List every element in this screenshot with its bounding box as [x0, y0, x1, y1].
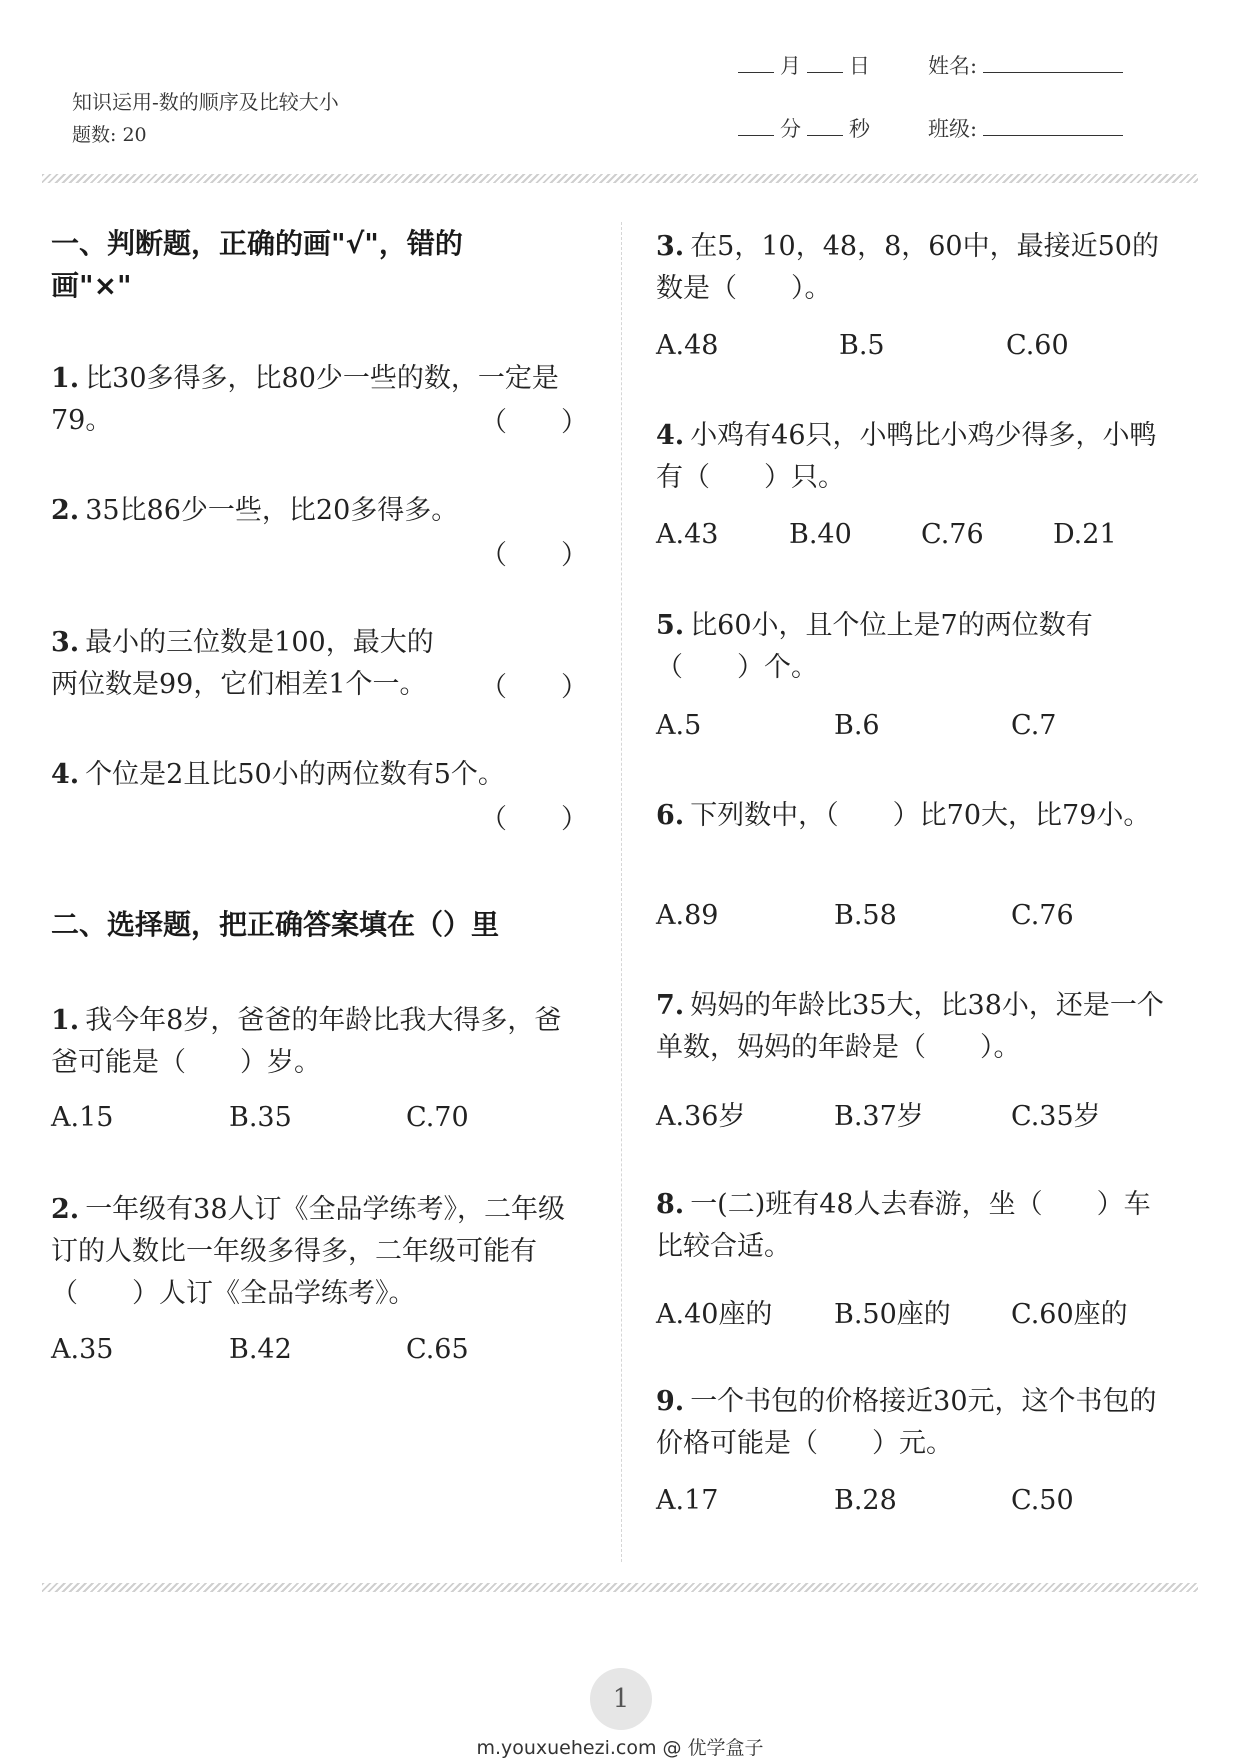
judge-question-2	[51, 490, 581, 532]
date-line	[732, 50, 870, 80]
section2-title: 二、选择题，把正确答案填在（）里	[51, 908, 500, 941]
question-number: 4.	[656, 420, 685, 451]
option[interactable]: C.60座的	[1011, 1299, 1128, 1330]
time-line	[732, 113, 870, 143]
option[interactable]: C.70	[406, 1102, 469, 1133]
question-text: 在5，10，48，8，60中，最接近50的数是（ ）。	[656, 231, 1159, 304]
name-label: 姓名:	[928, 54, 978, 78]
class-label: 班级:	[928, 117, 978, 141]
question-number: 4.	[51, 759, 80, 790]
question-text: 比30多得多，比80少一些的数，一定是79。	[51, 363, 559, 436]
question-text: 一(二)班有48人去春游，坐（ ）车比较合适。	[656, 1189, 1151, 1262]
answer-paren[interactable]: （ ）	[480, 804, 588, 835]
day-label: 日	[849, 54, 870, 78]
option[interactable]: A.5	[656, 710, 702, 741]
option[interactable]: C.65	[406, 1334, 469, 1365]
question-number: 2.	[51, 1194, 80, 1225]
option[interactable]: A.36岁	[656, 1101, 746, 1132]
option[interactable]: B.6	[834, 710, 880, 741]
option[interactable]: B.40	[789, 519, 852, 550]
option[interactable]: A.35	[51, 1334, 114, 1365]
choice-question-5	[656, 605, 1176, 689]
question-number: 1.	[51, 1005, 80, 1036]
second-label: 秒	[849, 117, 870, 141]
option[interactable]: C.50	[1011, 1485, 1074, 1516]
option[interactable]: B.35	[229, 1102, 292, 1133]
top-hatch-divider	[42, 174, 1198, 183]
option[interactable]: C.60	[1006, 330, 1069, 361]
question-text: 35比86少一些，比20多得多。	[85, 495, 459, 526]
question-text: 我今年8岁，爸爸的年龄比我大得多，爸爸可能是（ ）岁。	[51, 1005, 562, 1078]
option[interactable]: C.35岁	[1011, 1101, 1101, 1132]
choice-question-6	[656, 795, 1176, 837]
column-divider	[621, 222, 622, 1562]
choice-question-1	[51, 1000, 571, 1084]
section1-title: 一、判断题，正确的画"√"，错的画"×"	[51, 227, 463, 302]
question-number: 3.	[656, 231, 685, 262]
question-number: 3.	[51, 627, 80, 658]
choice-question-2	[51, 1189, 571, 1315]
question-text: 最小的三位数是100，最大的两位数是99，它们相差1个一。	[51, 627, 434, 700]
question-number: 1.	[51, 363, 80, 394]
question-number: 7.	[656, 990, 685, 1021]
answer-paren[interactable]: （ ）	[480, 540, 588, 571]
choice-question-7	[656, 985, 1176, 1069]
second-blank[interactable]	[807, 134, 843, 136]
option[interactable]: A.48	[656, 330, 719, 361]
question-number: 8.	[656, 1189, 685, 1220]
day-blank[interactable]	[807, 71, 843, 73]
choice-question-8	[656, 1184, 1176, 1268]
option[interactable]: B.28	[834, 1485, 897, 1516]
page-number: 1	[590, 1668, 652, 1730]
question-number: 5.	[656, 610, 685, 641]
bottom-hatch-divider	[42, 1583, 1198, 1592]
option[interactable]: A.15	[51, 1102, 114, 1133]
answer-paren[interactable]: （ ）	[480, 672, 588, 703]
option[interactable]: A.43	[656, 519, 719, 550]
question-number: 2.	[51, 495, 80, 526]
name-blank[interactable]	[983, 71, 1123, 73]
class-blank[interactable]	[983, 134, 1123, 136]
option[interactable]: D.21	[1053, 519, 1117, 550]
judge-question-3	[51, 622, 441, 706]
minute-blank[interactable]	[738, 134, 774, 136]
month-label: 月	[780, 54, 801, 78]
answer-paren[interactable]: （ ）	[480, 407, 588, 438]
option[interactable]: C.76	[921, 519, 984, 550]
option[interactable]: A.89	[656, 900, 719, 931]
option[interactable]: B.50座的	[834, 1299, 951, 1330]
option[interactable]: C.7	[1011, 710, 1057, 741]
worksheet-title: 知识运用-数的顺序及比较大小	[72, 90, 339, 114]
choice-question-3	[656, 226, 1176, 310]
judge-question-4	[51, 754, 581, 796]
choice-question-9	[656, 1381, 1176, 1465]
question-text: 下列数中，（ ）比70大，比79小。	[690, 800, 1151, 831]
question-text: 比60小，且个位上是7的两位数有（ ）个。	[656, 610, 1093, 683]
question-text: 一年级有38人订《全品学练考》，二年级订的人数比一年级多得多，二年级可能有（ ）人订《全品学练考》。	[51, 1194, 566, 1309]
class-line	[928, 113, 1129, 143]
option[interactable]: B.42	[229, 1334, 292, 1365]
minute-label: 分	[780, 117, 801, 141]
question-text: 一个书包的价格接近30元，这个书包的价格可能是（ ）元。	[656, 1386, 1157, 1459]
question-number: 9.	[656, 1386, 685, 1417]
option[interactable]: B.5	[839, 330, 885, 361]
question-text: 个位是2且比50小的两位数有5个。	[85, 759, 505, 790]
question-text: 妈妈的年龄比35大，比38小，还是一个单数，妈妈的年龄是（ ）。	[656, 990, 1164, 1063]
option[interactable]: B.37岁	[834, 1101, 924, 1132]
name-line	[928, 50, 1129, 80]
footer-site: m.youxuehezi.com @ 优学盒子	[476, 1737, 764, 1759]
option[interactable]: A.40座的	[656, 1299, 773, 1330]
option[interactable]: B.58	[834, 900, 897, 931]
question-number: 6.	[656, 800, 685, 831]
month-blank[interactable]	[738, 71, 774, 73]
option[interactable]: C.76	[1011, 900, 1074, 931]
option[interactable]: A.17	[656, 1485, 719, 1516]
choice-question-4	[656, 415, 1176, 499]
question-count: 题数: 20	[72, 124, 147, 146]
question-text: 小鸡有46只，小鸭比小鸡少得多，小鸭有（ ）只。	[656, 420, 1157, 493]
